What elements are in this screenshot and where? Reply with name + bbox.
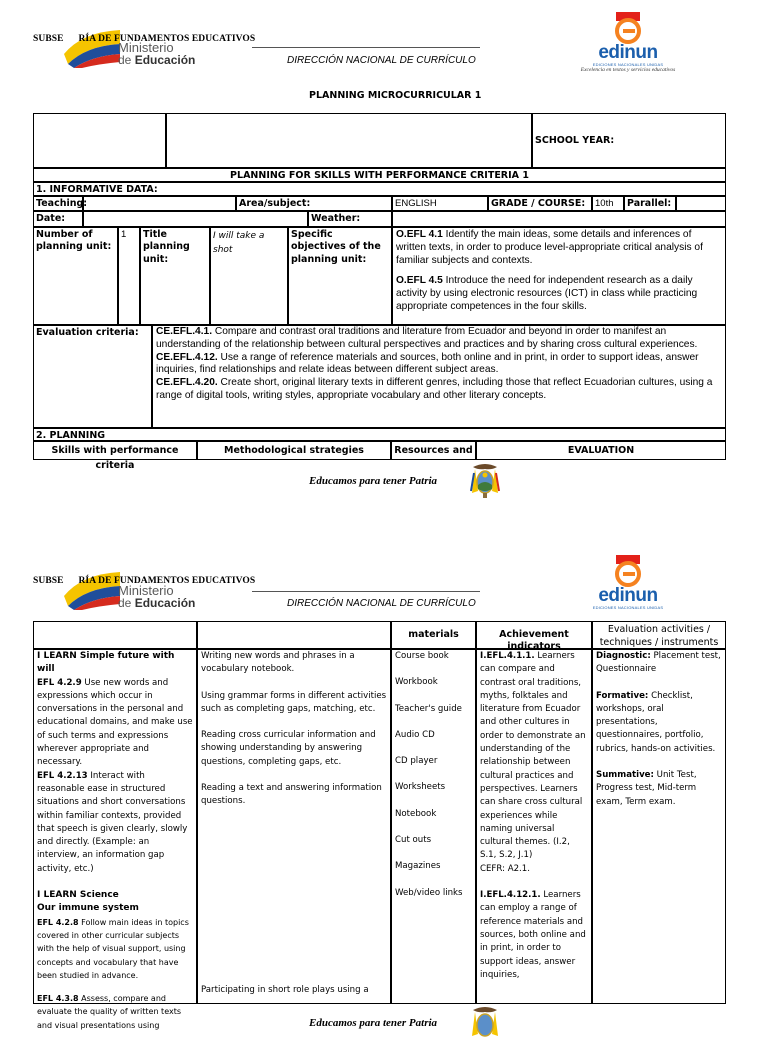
subsecretaria-title-page2: SUBSE RÍA DE FUNDAMENTOS EDUCATIVOS [33, 576, 256, 586]
obj2-code: O.EFL 4.5 [396, 275, 443, 287]
school-year-label: SCHOOL YEAR: [532, 113, 726, 168]
ministerio-de-page2: de [118, 596, 135, 610]
material-item: Web/video links [395, 887, 463, 898]
unit-number-value: 1 [118, 227, 140, 325]
materials-column [391, 649, 476, 1004]
teaching-label: Teaching: [33, 196, 83, 211]
achievement-column [476, 649, 592, 1004]
parallel-value[interactable] [676, 196, 726, 211]
efl-4-3-8 [37, 992, 193, 1032]
criterion-3 [156, 377, 722, 403]
efl-4-2-13 [37, 770, 193, 876]
blank-institution-cell [166, 113, 532, 168]
indicator-4-12-1 [480, 889, 588, 982]
eval-criteria-label: Evaluation criteria: [33, 325, 152, 428]
ministerio-de: de [118, 53, 135, 67]
material-item: Notebook [395, 808, 437, 819]
col-resources-header: Resources and [391, 441, 476, 460]
date-label: Date: [33, 211, 83, 227]
obj1-text: Identify the main ideas, some details and inferences of written texts, in order to produce level-appropriate critical analysis of familiar subjects and contexts. [396, 229, 703, 266]
col-methods-header: Methodological strategies [197, 441, 391, 460]
material-item: Cut outs [395, 835, 432, 846]
ce1-code: CE.EFL.4.1. [156, 326, 213, 337]
ecuador-flag-logo-page2 [62, 566, 124, 610]
efl1-text: Use new words and expressions which occur in conversations in the personal and educational domains, and make use of such terms and expressions wherever appropriate and necessary. [37, 677, 193, 768]
direccion-title-page2: DIRECCIÓN NACIONAL DE CURRÍCULO [287, 598, 476, 609]
blank-logo-cell [33, 113, 166, 168]
material-item: Teacher's guide [395, 703, 462, 714]
doc-title: PLANNING MICROCURRICULAR 1 [309, 90, 482, 101]
ind1-text: Learners can compare and contrast oral traditions, myths, folktales and literature from Ecuador and other cultures in order to demonstrate an understanding of the relationship between cultural practices and perspectives. Learners can share cross cultural experiences while naming universal cultural themes. (I.2, S.1, S.2, J.1) [480, 651, 586, 861]
edinun-mark-icon [614, 12, 642, 44]
objectives-label: Specific objectives of the planning unit: [288, 227, 392, 325]
header-rule [252, 47, 480, 48]
unit-number-label: Number of planning unit: [33, 227, 118, 325]
ministerio-logo-page2 [118, 584, 195, 609]
teaching-value[interactable] [83, 196, 236, 211]
ce3-text: Create short, original literary texts in different genres, including those that reflect Ecuadorian cultures, using a range of digital tools, writing styles, appropriate vocabulary and other literary concepts. [156, 377, 713, 401]
method-item: Reading cross curricular information and showing understanding by answering questions, completing gaps, etc. [201, 730, 376, 767]
methods-column [197, 649, 391, 1004]
col-skills-header: Skills with performance criteria [33, 441, 197, 460]
summ-text: Unit Test, Progress test, Mid-term exam, Term exam. [596, 770, 697, 807]
ecuador-seal-icon [470, 461, 500, 499]
eval-formative [596, 690, 722, 756]
weather-value[interactable] [392, 211, 726, 227]
ind1-code: I.EFL.4.1.1. [480, 651, 535, 661]
material-item: Course book [395, 651, 449, 661]
criterion-2 [156, 352, 722, 378]
method-item: Writing new words and phrases in a vocabulary notebook. [201, 651, 355, 675]
indicator-4-1-1 [480, 650, 588, 863]
objective-1 [396, 229, 722, 267]
informative-label: 1. INFORMATIVE DATA: [33, 182, 726, 196]
form-text: Checklist, workshops, oral presentations, questionnaires, portfolio, rubrics, hands-on activities. [596, 690, 716, 754]
obj2-text: Introduce the need for independent research as a daily activity by using electronic resources (ICT) in class while practicing appropriate competences in the four skills. [396, 275, 698, 312]
title-value: I will take a shot [210, 227, 288, 325]
learn2-sub: Our immune system [37, 903, 139, 914]
method-item: Participating in short role plays using a [201, 985, 369, 995]
ministerio-educacion: Educación [134, 53, 196, 67]
material-item: Magazines [395, 861, 441, 872]
evaluation-column [592, 649, 726, 1004]
ce3-code: CE.EFL.4.20. [156, 377, 218, 389]
title-label: Title planning unit: [140, 227, 210, 325]
planning-label: 2. PLANNING [33, 428, 726, 441]
subsecretaria-title: SUBSE RÍA DE FUNDAMENTOS EDUCATIVOS [33, 34, 256, 44]
objectives-cell [392, 227, 726, 325]
form-label: Formative: [596, 690, 649, 701]
efl2-code: EFL 4.2.13 [37, 770, 88, 781]
eval-summative [596, 769, 722, 809]
ind2-text: Learners can employ a range of reference materials and sources, both online and in print, in order to support ideas, answer inquiries, [480, 890, 586, 980]
efl2-text: Interact with reasonable ease in structured situations and short conversations within familiar contexts, provided that speech is given clearly, slowly and directly. (Example: an interview, an information gap activity, etc.) [37, 770, 188, 874]
ce2-code: CE.EFL.4.12. [156, 351, 218, 363]
ce2-text: Use a range of reference materials and sources, both online and in print, in order to support ideas, answer inquiries, find relationships and relate ideas between different subject areas. [156, 351, 699, 376]
ministerio-line1: Ministerio [118, 40, 174, 55]
grade-label: GRADE / COURSE: [488, 196, 592, 211]
edinun-word: edinun [598, 42, 658, 63]
efl-4-2-8 [37, 916, 193, 982]
motto-page2: Educamos para tener Patria [309, 1017, 438, 1029]
skills-column [33, 649, 197, 1030]
edinun-sub: EDICIONES NACIONALES UNIDAS [592, 62, 664, 67]
eval-diagnostic [596, 650, 722, 677]
col-eval-activities-header: Evaluation activities / techniques / instruments [592, 621, 726, 649]
diag-text: Placement test, Questionnaire [596, 651, 721, 675]
edinun-mark-icon-page2 [614, 555, 642, 587]
p2-methods-header-blank [197, 621, 391, 649]
material-item: CD player [395, 756, 438, 767]
ce1-text: Compare and contrast oral traditions and literature from Ecuador and beyond in order to manifest an understanding of the relationship between cultural perspectives and practices and by sharing cross cultural experiences. [156, 326, 698, 350]
material-item: Audio CD [395, 729, 435, 740]
motto-page1: Educamos para tener Patria [309, 475, 438, 487]
obj1-code: O.EFL 4.1 [396, 229, 443, 240]
material-item: Worksheets [395, 782, 446, 793]
efl1-code: EFL 4.2.9 [37, 677, 82, 688]
efl4-text: Assess, compare and evaluate the quality of written texts and visual presentations using [37, 994, 182, 1030]
p2-skills-header-blank [33, 621, 197, 649]
area-label: Area/subject: [236, 196, 392, 211]
efl-4-2-9 [37, 677, 193, 770]
efl3-code: EFL 4.2.8 [37, 917, 79, 927]
criterion-1 [156, 326, 722, 352]
weather-label: Weather: [308, 211, 392, 227]
learn1-title: I LEARN Simple future with will [37, 651, 175, 675]
edinun-logo [578, 12, 678, 73]
section-title: PLANNING FOR SKILLS WITH PERFORMANCE CRITERIA 1 [33, 168, 726, 182]
direccion-title: DIRECCIÓN NACIONAL DE CURRÍCULO [287, 55, 476, 66]
material-item: Workbook [395, 677, 438, 688]
ministerio-educacion-page2: Educación [134, 596, 196, 610]
area-value: ENGLISH [392, 196, 488, 211]
header-rule-page2 [252, 591, 480, 592]
efl4-code: EFL 4.3.8 [37, 994, 79, 1004]
grade-value: 10th [592, 196, 624, 211]
ecuador-seal-icon-page2 [470, 1004, 500, 1042]
ministerio-line1-page2: Ministerio [118, 583, 174, 598]
parallel-label: Parallel: [624, 196, 676, 211]
edinun-sub-page2: EDICIONES NACIONALES UNIDAS [592, 605, 664, 610]
date-value[interactable] [83, 211, 308, 227]
efl3-text: Follow main ideas in topics covered in other curricular subjects with the help of visual support, using concepts and vocabulary that have been studied in advance. [37, 917, 189, 980]
summ-label: Summative: [596, 770, 654, 781]
ministerio-logo [118, 41, 195, 66]
edinun-tagline: Excelencia en textos y servicios educativos [580, 67, 676, 73]
col-materials-header: materials [391, 621, 476, 649]
col-achievement-header: Achievement indicators [476, 621, 592, 649]
method-item: Reading a text and answering information questions. [201, 783, 382, 807]
ecuador-flag-logo [62, 24, 124, 68]
eval-criteria-cell [152, 325, 726, 428]
method-item: Using grammar forms in different activities such as completing gaps, matching, etc. [201, 690, 387, 714]
ind2-code: I.EFL.4.12.1. [480, 890, 541, 901]
objective-2 [396, 275, 722, 313]
learn2-title: I LEARN Science [37, 890, 119, 901]
edinun-word-page2: edinun [598, 585, 658, 606]
col-evaluation-header: EVALUATION [476, 441, 726, 460]
edinun-logo-page2 [578, 555, 678, 610]
indicator-cefr: CEFR: A2.1. [480, 863, 530, 874]
diag-label: Diagnostic: [596, 651, 651, 661]
